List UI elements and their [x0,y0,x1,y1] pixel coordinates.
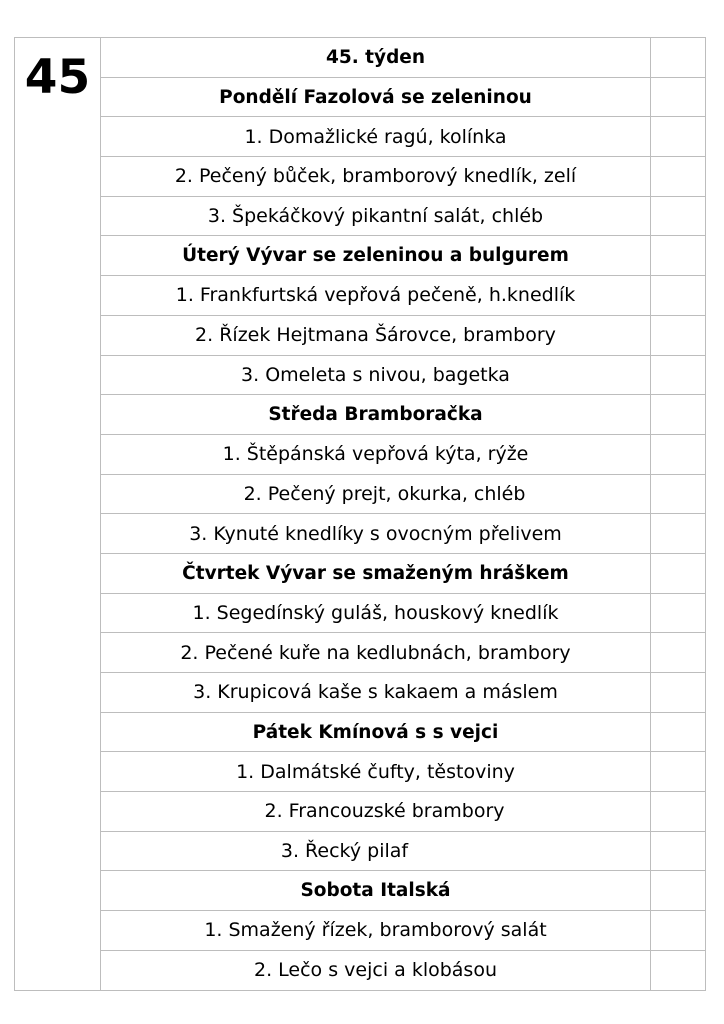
empty-cell [651,792,706,832]
empty-cell [651,157,706,197]
day-heading-tuesday: Úterý Vývar se zeleninou a bulgurem [101,236,651,276]
empty-cell [651,236,706,276]
empty-cell [651,712,706,752]
meal-item: 2. Pečený prejt, okurka, chléb [101,474,651,514]
menu-row [15,434,706,474]
empty-cell [651,196,706,236]
menu-row [15,831,706,871]
empty-cell [651,276,706,316]
menu-row [15,236,706,276]
empty-cell [651,315,706,355]
menu-row [15,276,706,316]
empty-cell [651,117,706,157]
meal-item: 3. Špekáčkový pikantní salát, chléb [101,196,651,236]
week-title: 45. týden [101,38,651,78]
empty-cell [651,673,706,713]
empty-cell [651,38,706,78]
menu-row [15,315,706,355]
meal-item: 3. Kynuté knedlíky s ovocným přelivem [101,514,651,554]
meal-item: 3. Omeleta s nivou, bagetka [101,355,651,395]
empty-cell [651,474,706,514]
menu-row [15,196,706,236]
empty-cell [651,395,706,435]
menu-row [15,593,706,633]
meal-item: 1. Smažený řízek, bramborový salát [101,911,651,951]
meal-item: 3. Řecký pilaf [101,831,651,871]
menu-row [15,752,706,792]
empty-cell [651,553,706,593]
meal-item: 2. Pečený bůček, bramborový knedlík, zelí [101,157,651,197]
menu-row [15,911,706,951]
menu-row [15,673,706,713]
meal-item: 2. Pečené kuře na kedlubnách, brambory [101,633,651,673]
menu-row [15,38,706,78]
menu-row [15,712,706,752]
empty-cell [651,950,706,990]
empty-cell [651,633,706,673]
empty-cell [651,871,706,911]
empty-cell [651,911,706,951]
meal-item: 1. Domažlické ragú, kolínka [101,117,651,157]
day-heading-monday: Pondělí Fazolová se zeleninou [101,77,651,117]
meal-item: 1. Dalmátské čufty, těstoviny [101,752,651,792]
day-heading-wednesday: Středa Bramboračka [101,395,651,435]
menu-row [15,355,706,395]
meal-item: 1. Segedínský guláš, houskový knedlík [101,593,651,633]
meal-item: 2. Francouzské brambory [101,792,651,832]
week-number-cell [15,38,101,991]
menu-row [15,117,706,157]
empty-cell [651,77,706,117]
meal-item: 2. Řízek Hejtmana Šárovce, brambory [101,315,651,355]
empty-cell [651,752,706,792]
day-heading-friday: Pátek Kmínová s s vejci [101,712,651,752]
empty-cell [651,355,706,395]
menu-row [15,553,706,593]
menu-row [15,633,706,673]
meal-item: 1. Štěpánská vepřová kýta, rýže [101,434,651,474]
menu-row [15,157,706,197]
meal-item: 2. Lečo s vejci a klobásou [101,950,651,990]
meal-item: 3. Krupicová kaše s kakaem a máslem [101,673,651,713]
week-number: 45 [24,50,91,105]
menu-row [15,474,706,514]
weekly-menu-table [14,37,706,991]
menu-row [15,395,706,435]
meal-item: 1. Frankfurtská vepřová pečeně, h.knedlík [101,276,651,316]
empty-cell [651,514,706,554]
menu-row [15,514,706,554]
day-heading-saturday: Sobota Italská [101,871,651,911]
menu-row [15,77,706,117]
menu-row [15,792,706,832]
empty-cell [651,593,706,633]
menu-row [15,871,706,911]
empty-cell [651,831,706,871]
menu-row [15,950,706,990]
empty-cell [651,434,706,474]
day-heading-thursday: Čtvrtek Vývar se smaženým hráškem [101,553,651,593]
